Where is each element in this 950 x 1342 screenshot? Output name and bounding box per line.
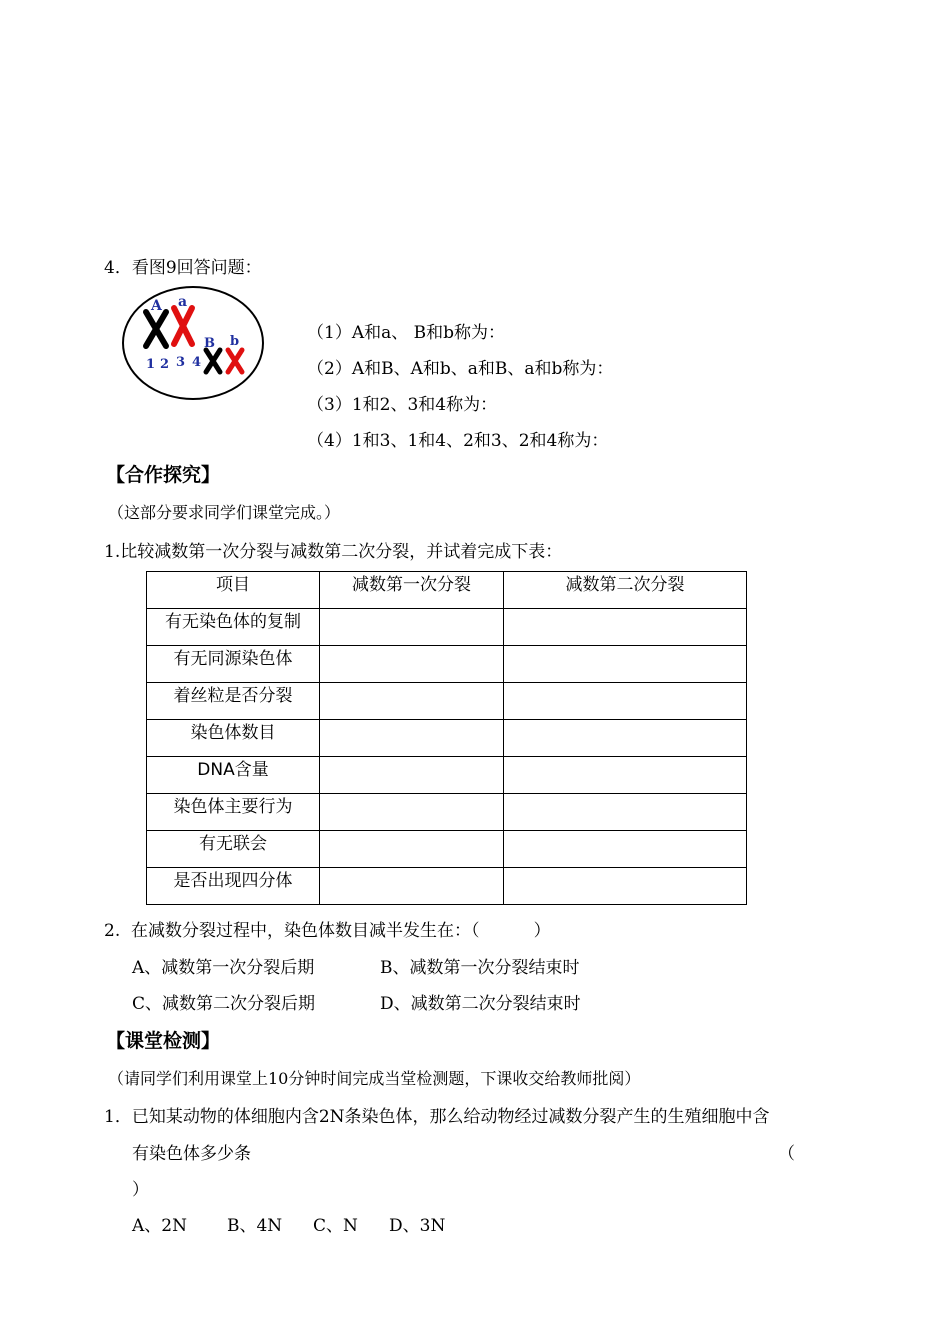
table-row xyxy=(147,646,747,683)
table-cell-item: 染色体数目 xyxy=(147,720,320,757)
table-row xyxy=(147,794,747,831)
test-q1-option-a: A、2N xyxy=(132,1216,187,1236)
q2-option-a: A、减数第一次分裂后期 xyxy=(132,958,315,978)
cooperation-q1: 1.比较减数第一次分裂与减数第二次分裂，并试着完成下表： xyxy=(104,542,563,562)
label-b: b xyxy=(230,334,240,349)
table-cell-answer[interactable] xyxy=(320,720,504,757)
chromosome-figure xyxy=(120,282,268,404)
table-cell-item: 有无染色体的复制 xyxy=(147,609,320,646)
question-4-title: 4．看图9回答问题： xyxy=(104,258,262,278)
label-1: 1 xyxy=(146,357,156,372)
comparison-table xyxy=(146,571,747,905)
table-cell-item: 有无同源染色体 xyxy=(147,646,320,683)
table-cell-answer[interactable] xyxy=(320,646,504,683)
table-row xyxy=(147,683,747,720)
table-cell-answer[interactable] xyxy=(504,757,747,794)
table-header-cell: 项目 xyxy=(147,572,320,609)
test-heading: 【课堂检测】 xyxy=(106,1030,221,1052)
table-cell-answer[interactable] xyxy=(320,683,504,720)
table-cell-answer[interactable] xyxy=(504,609,747,646)
cooperation-note: （这部分要求同学们课堂完成。） xyxy=(108,503,341,522)
q4-item-1: （1）A和a、 B和b称为： xyxy=(307,323,506,343)
table-cell-answer[interactable] xyxy=(320,757,504,794)
cooperation-q2-stem: 2. 在减数分裂过程中，染色体数目减半发生在：（ ） xyxy=(104,921,551,941)
test-q1-line1: 1．已知某动物的体细胞内含2N条染色体，那么给动物经过减数分裂产生的生殖细胞中含 xyxy=(104,1107,770,1127)
table-row xyxy=(147,868,747,905)
label-a: a xyxy=(178,294,188,310)
test-q1-option-d: D、3N xyxy=(389,1216,446,1236)
q4-item-3: （3）1和2、3和4称为： xyxy=(307,395,498,415)
test-q1-paren-close: ） xyxy=(132,1180,149,1200)
table-cell-answer[interactable] xyxy=(504,646,747,683)
table-cell-answer[interactable] xyxy=(504,868,747,905)
q4-item-2: （2）A和B、A和b、a和B、a和b称为： xyxy=(307,359,614,379)
label-A: A xyxy=(151,298,162,314)
table-cell-answer[interactable] xyxy=(504,683,747,720)
table-row xyxy=(147,831,747,868)
table-header-cell: 减数第二次分裂 xyxy=(504,572,747,609)
label-B: B xyxy=(204,336,215,351)
label-3: 3 xyxy=(176,355,186,370)
label-4: 4 xyxy=(192,355,202,370)
table-cell-answer[interactable] xyxy=(504,720,747,757)
table-row xyxy=(147,720,747,757)
table-cell-item: 有无联会 xyxy=(147,831,320,868)
test-note: （请同学们利用课堂上10分钟时间完成当堂检测题，下课收交给教师批阅） xyxy=(108,1069,641,1088)
test-q1-option-c: C、N xyxy=(313,1216,358,1236)
table-cell-answer[interactable] xyxy=(320,831,504,868)
table-cell-answer[interactable] xyxy=(504,831,747,868)
table-row xyxy=(147,757,747,794)
table-cell-item: 是否出现四分体 xyxy=(147,868,320,905)
q2-option-b: B、减数第一次分裂结束时 xyxy=(380,958,580,978)
table-header-row xyxy=(147,572,747,609)
label-2: 2 xyxy=(160,357,170,372)
table-header-cell: 减数第一次分裂 xyxy=(320,572,504,609)
q4-item-4: （4）1和3、1和4、2和3、2和4称为： xyxy=(307,431,609,451)
table-cell-answer[interactable] xyxy=(320,868,504,905)
cooperation-heading: 【合作探究】 xyxy=(106,464,221,486)
test-q1-line2: 有染色体多少条 xyxy=(132,1144,251,1164)
test-q1-paren-open: （ xyxy=(778,1144,795,1164)
q2-option-d: D、减数第二次分裂结束时 xyxy=(380,994,581,1014)
table-cell-answer[interactable] xyxy=(320,609,504,646)
table-cell-answer[interactable] xyxy=(504,794,747,831)
table-cell-answer[interactable] xyxy=(320,794,504,831)
table-row xyxy=(147,609,747,646)
table-cell-item: DNA含量 xyxy=(147,757,320,794)
test-q1-option-b: B、4N xyxy=(227,1216,283,1236)
q2-option-c: C、减数第二次分裂后期 xyxy=(132,994,316,1014)
table-cell-item: 染色体主要行为 xyxy=(147,794,320,831)
table-cell-item: 着丝粒是否分裂 xyxy=(147,683,320,720)
